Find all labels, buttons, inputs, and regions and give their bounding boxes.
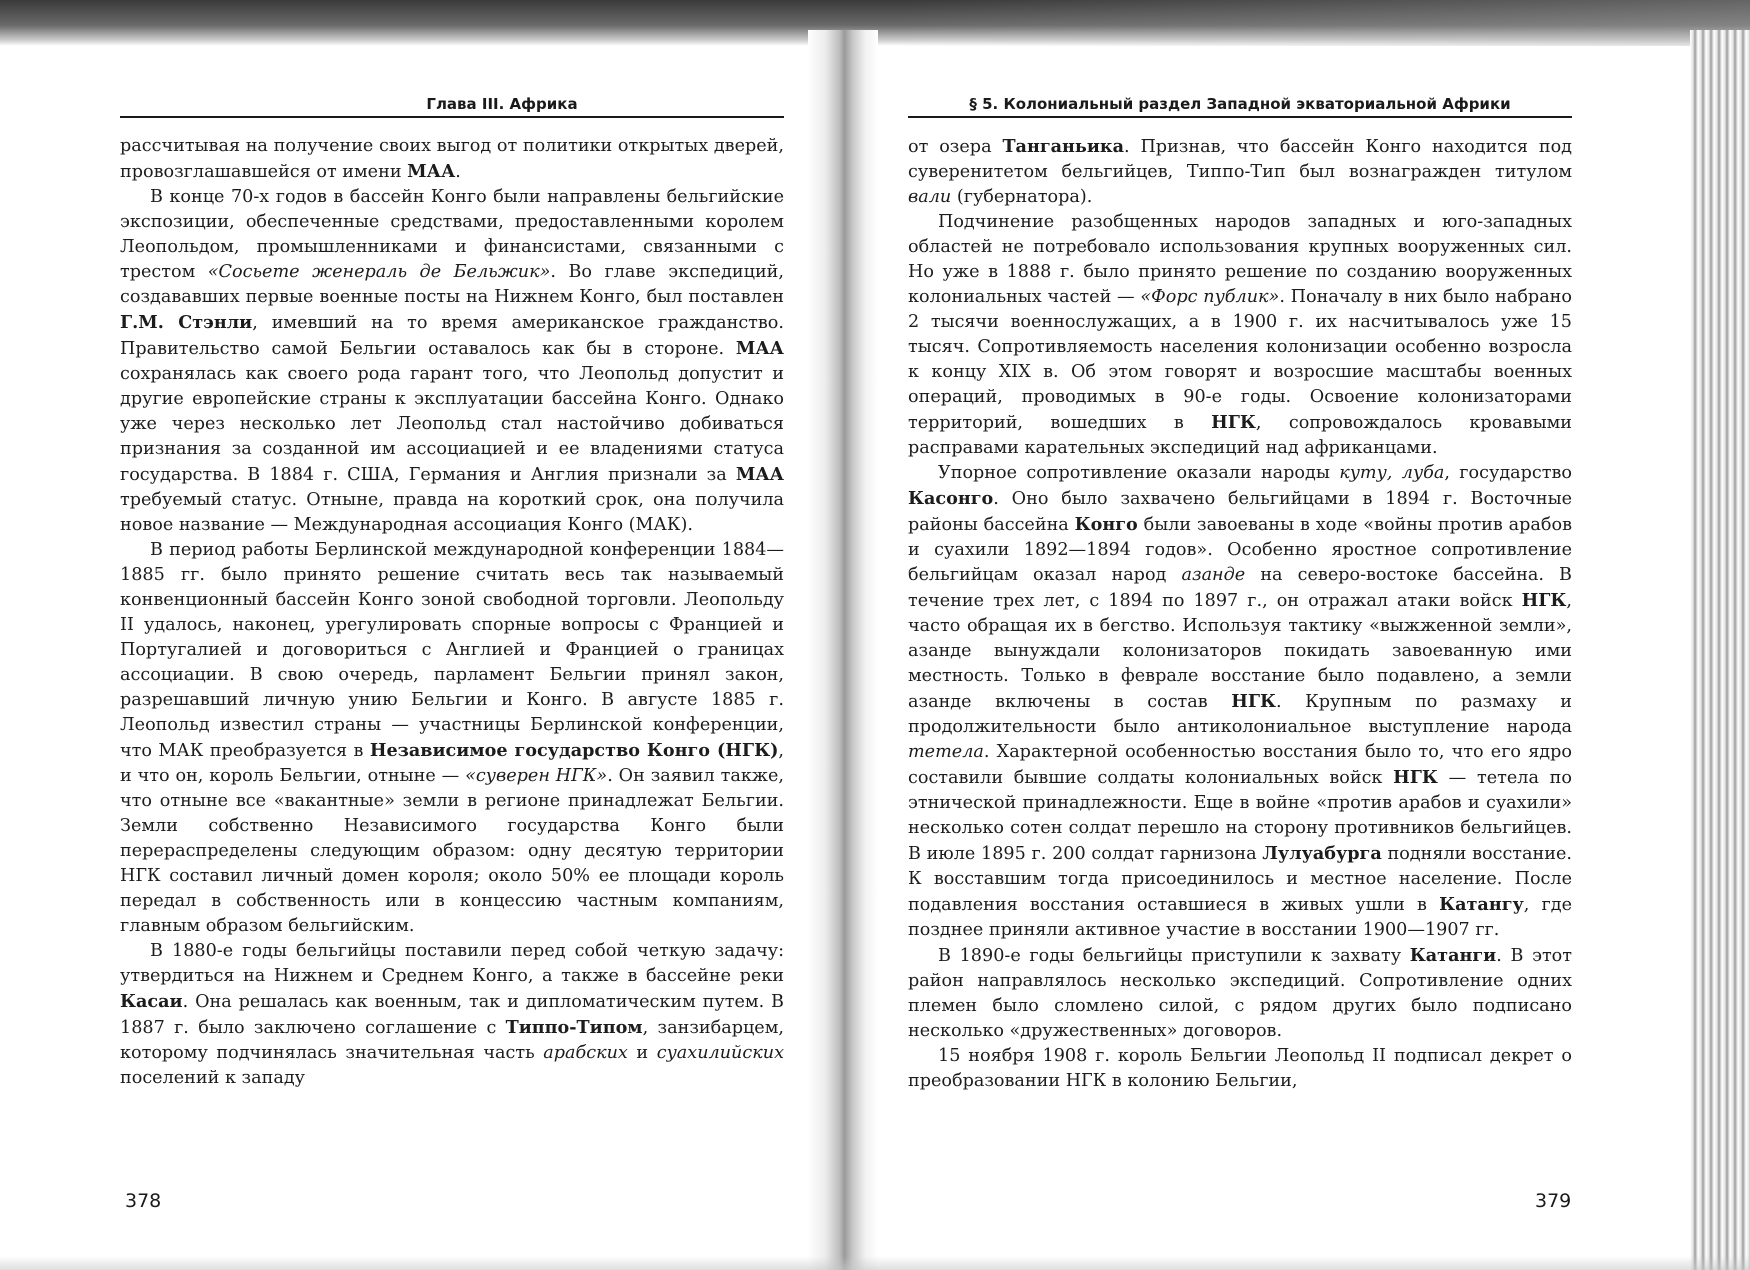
paragraph	[120, 134, 784, 185]
text-run: . Характерной особенностью восстания было то, что его ядро составили бывшие солдаты колониальных войск	[908, 742, 1572, 788]
paragraph	[908, 134, 1572, 210]
text-run: . Во главе экспедиций, создававших первые военные посты на Нижнем Конго, был поставлен	[120, 262, 784, 307]
paragraph	[908, 461, 1572, 943]
text-run: , государство	[1444, 463, 1572, 483]
bold-term: Касонго	[908, 488, 994, 509]
bold-term: Г.М. Стэнли	[120, 312, 253, 333]
bold-term: Танганьика	[1002, 136, 1124, 157]
bold-term: Катангу	[1439, 894, 1524, 915]
page-number-left: 378	[125, 1190, 162, 1212]
bold-term: Касаи	[120, 991, 183, 1012]
text-run: Подчинение разобщенных народов западных и юго-западных областей не потребовало использования крупных вооруженных сил. Но уже в 1888 г. было принято решение по созданию вооруженных колониальных частей —	[908, 212, 1572, 307]
text-run: , часто обращая их в бегство. Используя тактику «выжженной земли», азанде вынуждали колонизаторов покидать завоеванную ими местность. Только в феврале восстание было подавлено, а земли азанде включены в состав	[908, 591, 1572, 712]
text-run: требуемый статус. Отныне, правда на короткий срок, она получила новое название — Международная ассоциация Конго (МАК).	[120, 490, 784, 535]
text-run: Упорное сопротивление оказали народы	[938, 463, 1340, 483]
text-run: от озера	[908, 137, 1003, 157]
paragraph	[120, 538, 784, 939]
text-run: , занзибарцем, которому подчинялась значительная часть	[120, 1018, 785, 1063]
bold-term: Конго	[1074, 514, 1138, 535]
bold-term: Лулуабурга	[1262, 843, 1382, 864]
text-run: , где позднее приняли активное участие в восстании 1900—1907 гг.	[908, 895, 1573, 940]
text-run: поселений к западу	[120, 1068, 306, 1088]
page-number-right: 379	[1535, 1190, 1572, 1212]
text-run: сохранялась как своего рода гарант того, что Леопольд допустит и другие европейские страны к эксплуатации бассейна Конго. Однако уже через несколько лет Леопольд стал настойчиво добиваться признания за созданной им ассоциацией и ее владениями статуса государства. В 1884 г. США, Германия и Англия признали за	[120, 364, 784, 485]
text-run: . Крупным по размаху и продолжительности было антиколониальное выступление народа	[908, 692, 1572, 737]
bold-term: НГК	[1231, 691, 1277, 712]
text-run: рассчитывая на получение своих выгод от политики открытых дверей, провозглашавшейся от имени	[120, 136, 784, 182]
italic-term: азанде	[1181, 565, 1246, 585]
paragraph	[908, 1044, 1572, 1094]
paragraph	[120, 185, 784, 538]
italic-term: «Форс публик»	[1140, 287, 1280, 307]
page-edges	[1690, 30, 1750, 1270]
text-run: 15 ноября 1908 г. король Бельгии Леопольд II подписал декрет о преобразовании НГК в колонию Бельгии,	[908, 1046, 1572, 1091]
bold-term: НГК	[1521, 590, 1567, 611]
italic-term: «Сосьете женераль де Бельжик»	[207, 262, 551, 282]
text-run: были завоеваны в ходе «войны против арабов и суахили 1892—1894 годов». Особенно яростное сопротивление бельгийцам оказал народ	[908, 515, 1572, 585]
paragraph	[908, 943, 1572, 1044]
text-run: подняли восстание. К восставшим тогда присоединилось и местное население. После подавления восстания оставшиеся в живых ушли в	[908, 844, 1572, 915]
text-run: В 1890-е годы бельгийцы приступили к захвату	[938, 946, 1410, 966]
bold-term: Типпо-Типом	[505, 1017, 643, 1038]
scan-bottom-shadow	[0, 1256, 1750, 1270]
text-run: . Он заявил также, что отныне все «вакантные» земли в регионе принадлежат Бельгии. Земли собственно Независимого государства Конго были перераспределены следующим образом: одну десятую территории НГК составил личный домен короля; около 50% ее площади король передал в собственность или в концессию частным компаниям, главным образом бельгийским.	[120, 766, 784, 936]
italic-term: суахилийских	[656, 1043, 784, 1063]
book-gutter	[808, 30, 878, 1270]
text-run: . Поначалу в них было набрано 2 тысячи военнослужащих, а в 1900 г. их насчитывалось уже 15 тысяч. Сопротивляемость населения колонизации особенно возросла к концу XIX в. Об этом говорят и возросшие масштабы военных операций, проводимых в 90-е годы. Освоение колонизаторами территорий, вошедших в	[908, 287, 1572, 433]
italic-term: вали	[908, 187, 952, 207]
text-run: . Она решалась как военным, так и дипломатическим путем. В 1887 г. было заключено соглашение с	[120, 992, 784, 1038]
text-run: , и что он, король Бельгии, отныне —	[120, 741, 784, 786]
running-head-left: Глава III. Африка	[120, 92, 784, 118]
bold-term: НГК	[1393, 767, 1438, 788]
italic-term: «суверен НГК»	[465, 766, 608, 786]
text-run: В 1880-е годы бельгийцы поставили перед собой четкую задачу: утвердиться на Нижнем и Среднем Конго, а также в бассейне реки	[120, 941, 784, 986]
text-run: . В этот район направлялось несколько экспедиций. Сопротивление одних племен было сломлено силой, с рядом других было подписано несколько «дружественных» договоров.	[908, 946, 1572, 1041]
text-run: и	[627, 1043, 657, 1063]
scan-top-fade	[900, 0, 1750, 46]
text-run: . Оно было захвачено бельгийцами в 1894 г. Восточные районы бассейна	[908, 489, 1572, 535]
text-run: .	[455, 162, 461, 182]
text-run: . Признав, что бассейн Конго находится под суверенитетом бельгийцев, Типпо-Тип был вознагражден титулом	[908, 137, 1572, 182]
text-run: (губернатора).	[951, 187, 1093, 207]
bold-term: МАА	[407, 161, 456, 182]
bold-term: Независимое государство Конго (НГК)	[369, 740, 779, 761]
left-page-body	[120, 134, 784, 1091]
text-run: , сопровождалось кровавыми расправами карательных экспедиций над африканцами.	[908, 413, 1572, 458]
bold-term: МАА	[735, 338, 784, 359]
text-run: , имевший на то время американское гражданство. Правительство самой Бельгии оставалось как бы в стороне.	[120, 313, 784, 359]
bold-term: Катанги	[1409, 945, 1497, 966]
right-page	[908, 92, 1572, 1094]
running-head-right: § 5. Колониальный раздел Западной экваториальной Африки	[908, 92, 1572, 118]
right-page-body	[908, 134, 1572, 1094]
left-page	[120, 92, 784, 1091]
italic-term: арабских	[543, 1043, 628, 1063]
bold-term: МАА	[735, 464, 784, 485]
bold-term: НГК	[1211, 412, 1256, 433]
paragraph	[120, 939, 784, 1091]
text-run: В период работы Берлинской международной конференции 1884—1885 гг. было принято решение считать весь так называемый конвенционный бассейн Конго зоной свободной торговли. Леопольду II удалось, наконец, урегулировать спорные вопросы с Францией и Португалией и договориться с Англией и Францией о границах ассоциации. В свою очередь, парламент Бельгии принял закон, разрешавший личную унию Бельгии и Конго. В августе 1885 г. Леопольд известил страны — участницы Берлинской конференции, что МАК преобразуется в	[120, 540, 784, 761]
italic-term: куту, луба	[1339, 463, 1445, 483]
text-run: — тетела по этнической принадлежности. Еще в войне «против арабов и суахили» несколько сотен солдат перешло на сторону противников бельгийцев. В июле 1895 г. 200 солдат гарнизона	[908, 768, 1572, 864]
paragraph	[908, 210, 1572, 461]
italic-term: тетела	[908, 742, 984, 762]
text-run: на северо-востоке бассейна. В течение трех лет, с 1894 по 1897 г., он отражал атаки войск	[908, 565, 1572, 611]
text-run: В конце 70-х годов в бассейн Конго были направлены бельгийские экспозиции, обеспеченные средствами, предоставленными королем Леопольдом, промышленниками и финансистами, связанными с трестом	[120, 187, 784, 282]
